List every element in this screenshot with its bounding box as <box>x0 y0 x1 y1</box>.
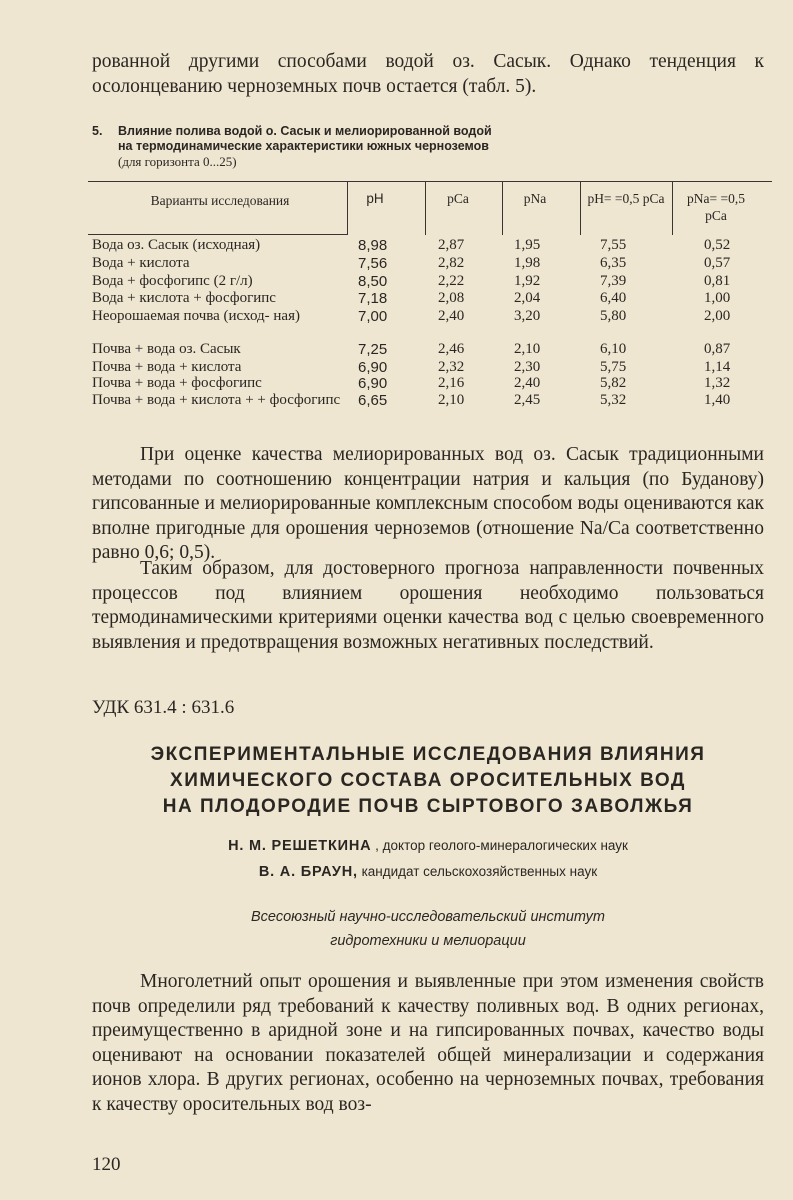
table-cell: 1,00 <box>704 290 731 306</box>
article-title-line-3: НА ПЛОДОРОДИЕ ПОЧВ СЫРТОВОГО ЗАВОЛЖЬЯ <box>162 796 694 817</box>
table-cell: 2,16 <box>438 375 465 391</box>
table-cell: 7,00 <box>358 308 388 325</box>
table-cell: 1,32 <box>704 375 731 391</box>
table-cell: 2,10 <box>514 341 541 357</box>
table-col-divider <box>672 181 673 235</box>
table-cell: 5,82 <box>600 375 627 391</box>
table-top-rule <box>88 181 772 182</box>
table-cell: 2,87 <box>438 237 465 253</box>
table-cell: 2,40 <box>438 308 465 324</box>
table-cell: 7,18 <box>358 290 388 307</box>
table-cell: 5,80 <box>600 308 627 324</box>
table-cell: 2,82 <box>438 255 465 271</box>
table-header-ph-diff: pH= =0,5 pCa <box>587 191 665 206</box>
table-cell: 7,56 <box>358 255 388 272</box>
caption-line-3: (для горизонта 0...25) <box>118 154 237 169</box>
table-row-label: Почва + вода оз. Сасык <box>92 341 241 357</box>
table-cell: 8,98 <box>358 237 388 254</box>
table-cell: 0,52 <box>704 237 731 253</box>
table-col-divider <box>425 181 426 235</box>
table-cell: 2,30 <box>514 359 541 375</box>
table-cell: 2,00 <box>704 308 731 324</box>
table-row-label: Почва + вода + кислота + + фосфогипс <box>92 392 341 408</box>
table-cell: 1,95 <box>514 237 541 253</box>
table-col-divider <box>580 181 581 235</box>
institute-line-1: Всесоюзный научно-исследовательский институт <box>251 909 605 925</box>
table-caption <box>92 124 652 169</box>
paragraph-1: При оценке качества мелиорированных вод оз. Сасык традиционными методами по соотношению концентрации натрия и кальция (по Буданову) гипсованные и мелиорированные комплексным способом воды оцениваются как вполне пригодные для орошения черноземов (отношение Na/Ca соответственно равно 0,6; 0,5). <box>92 444 764 563</box>
table-col-divider <box>502 181 503 235</box>
table-cell: 3,20 <box>514 308 541 324</box>
udk-code: УДК 631.4 : 631.6 <box>92 697 235 718</box>
table-cell: 1,40 <box>704 392 731 408</box>
author-1 <box>92 838 764 854</box>
author-2 <box>92 864 764 880</box>
table-row-label: Вода + кислота <box>92 255 190 271</box>
paragraph-3: Многолетний опыт орошения и выявленные при этом изменения свойств почв определили ряд требований к качеству поливных вод. В одних регионах, преимущественно в аридной зоне и на гипсированных почвах, качество воды оценивают на основании показателей общей минерализации и содержания ионов хлора. В других регионах, особенно на черноземных почвах, требования к качеству оросительных вод воз- <box>92 971 764 1115</box>
author-1-degree: , доктор геолого-минералогических наук <box>375 838 628 853</box>
table-cell: 2,04 <box>514 290 541 306</box>
table-cell: 8,50 <box>358 273 388 290</box>
table-header-ph: pH <box>366 191 384 206</box>
institute-line-2: гидротехники и мелиорации <box>330 933 526 949</box>
table-cell: 1,14 <box>704 359 731 375</box>
table-cell: 6,90 <box>358 359 388 376</box>
table-header-pna-diff: pNa= =0,5 pCa <box>687 191 745 223</box>
table-header-pca: pCa <box>447 191 469 206</box>
table-header-variants: Варианты исследования <box>150 193 290 208</box>
table-cell: 7,25 <box>358 341 388 358</box>
table-cell: 6,35 <box>600 255 627 271</box>
article-title-line-2: ХИМИЧЕСКОГО СОСТАВА ОРОСИТЕЛЬНЫХ ВОД <box>170 770 686 791</box>
table-cell: 7,55 <box>600 237 627 253</box>
table-cell: 2,45 <box>514 392 541 408</box>
table-header-pna: pNa <box>523 191 547 206</box>
table-row-label: Вода + кислота + фосфогипс <box>92 290 276 306</box>
table-cell: 2,40 <box>514 375 541 391</box>
table-header-rule <box>88 234 348 235</box>
table-cell: 0,87 <box>704 341 731 357</box>
table-cell: 0,57 <box>704 255 731 271</box>
table-row-label: Почва + вода + кислота <box>92 359 242 375</box>
table-cell: 2,08 <box>438 290 465 306</box>
table-number: 5. <box>92 124 103 138</box>
table-row-label: Вода оз. Сасык (исходная) <box>92 237 261 253</box>
table-cell: 1,98 <box>514 255 541 271</box>
table-col-divider <box>347 181 348 235</box>
table-row-label: Почва + вода + фосфогипс <box>92 375 262 391</box>
caption-line-2: на термодинамические характеристики южных черноземов <box>118 139 489 153</box>
author-2-degree: кандидат сельскохозяйственных наук <box>361 864 598 879</box>
table-cell: 1,92 <box>514 273 541 289</box>
table-cell: 0,81 <box>704 273 731 289</box>
page-number: 120 <box>92 1154 121 1175</box>
table-cell: 2,10 <box>438 392 465 408</box>
intro-paragraph: рованной другими способами водой оз. Сасык. Однако тенденция к осолонцеванию черноземных почв остается (табл. 5). <box>92 51 764 97</box>
table-cell: 5,75 <box>600 359 627 375</box>
table-cell: 2,46 <box>438 341 465 357</box>
article-title-line-1: ЭКСПЕРИМЕНТАЛЬНЫЕ ИССЛЕДОВАНИЯ ВЛИЯНИЯ <box>150 744 706 765</box>
table-cell: 6,40 <box>600 290 627 306</box>
table-cell: 2,22 <box>438 273 465 289</box>
table-row-label: Неорошаемая почва (исход- ная) <box>92 308 300 324</box>
table-cell: 6,10 <box>600 341 627 357</box>
table-cell: 6,90 <box>358 375 388 392</box>
paragraph-2: Таким образом, для достоверного прогноза направленности почвенных процессов под влиянием орошения необходимо пользоваться термодинамическими критериями оценки качества вод с целью своевременного выявления и предотвращения возможных негативных последствий. <box>92 558 764 653</box>
table-cell: 2,32 <box>438 359 465 375</box>
table-cell: 5,32 <box>600 392 627 408</box>
author-1-name: Н. М. РЕШЕТКИНА <box>228 838 372 854</box>
table-cell: 7,39 <box>600 273 627 289</box>
author-2-name: В. А. БРАУН, <box>258 864 358 880</box>
caption-line-1: Влияние полива водой о. Сасык и мелиорированной водой <box>118 124 492 138</box>
table-cell: 6,65 <box>358 392 388 409</box>
table-row-label: Вода + фосфогипс (2 г/л) <box>92 273 253 289</box>
